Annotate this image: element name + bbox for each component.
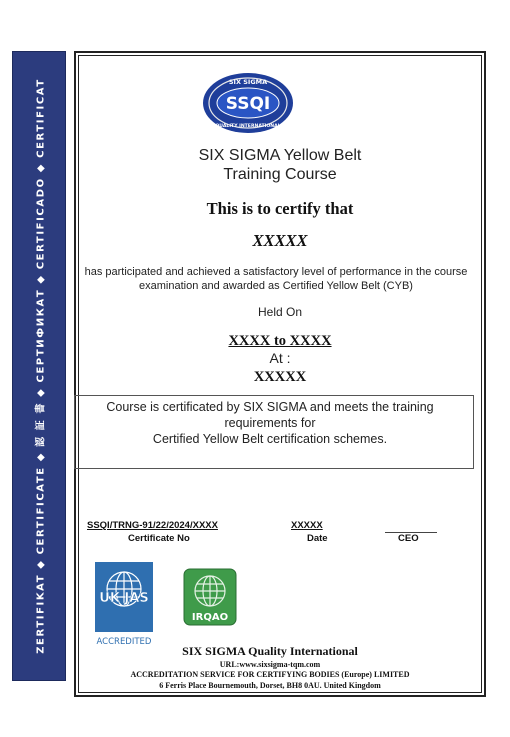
organization-accreditation: ACCREDITATION SERVICE FOR CERTIFYING BODIES (Europe) LIMITED: [130, 670, 410, 679]
at-label: At :: [269, 350, 291, 366]
accreditation-text: [80, 399, 460, 447]
course-location: XXXXX: [253, 369, 307, 385]
certify-heading: This is to certify that: [206, 199, 354, 218]
course-title-line2: Training Course: [223, 166, 337, 183]
organization-name: SIX SIGMA Quality International: [182, 644, 358, 658]
side-banner-text: ZERTIFIKAT ◆ CERTIFICATE ◆ 認 証 書 ◆ СЕРТИФИКАТ ◆ CERTIFICADO ◆ CERTIFICAT: [35, 78, 47, 654]
achievement-statement: [74, 266, 478, 293]
globe-icon: [195, 576, 225, 606]
ukjas-accredited-label: ACCREDITED: [96, 637, 152, 647]
side-banner: [12, 51, 66, 681]
irqao-badge: [183, 568, 237, 626]
certificate-number-value: SSQI/TRNG-91/22/2024/XXXX: [87, 520, 218, 531]
accreditation-line1: Course is certificated by SIX SIGMA and meets the training: [106, 400, 434, 414]
date-label: Date: [307, 533, 328, 544]
ukjas-title: UK JAS: [99, 591, 149, 606]
ceo-label: CEO: [398, 533, 419, 544]
organization-address: 6 Ferris Place Bournemouth, Dorset, BH8 0AU. United Kingdom: [159, 681, 381, 690]
date-value: XXXXX: [291, 520, 323, 531]
held-on-label: Held On: [257, 305, 303, 319]
ukjas-accredited-badge: [95, 562, 153, 648]
logo-main-text: SSQI: [225, 94, 271, 114]
course-dates: XXXX to XXXX: [228, 333, 332, 349]
course-title-line1: SIX SIGMA Yellow Belt: [198, 147, 362, 164]
ssqi-logo: [202, 72, 294, 134]
statement-line1: has participated and achieved a satisfactory level of performance in the course: [84, 266, 468, 278]
accreditation-line3: Certified Yellow Belt certification schemes.: [152, 432, 388, 446]
course-title: [74, 146, 486, 184]
logo-bottom-text: QUALITY INTERNATIONAL: [215, 124, 281, 129]
accreditation-line2: requirements for: [224, 416, 316, 430]
irqao-label: IRQAO: [191, 612, 229, 623]
certificate-number-label: Certificate No: [128, 533, 190, 544]
statement-line2: examination and awarded as Certified Yellow Belt (CYB): [139, 279, 413, 292]
logo-top-text: SIX SIGMA: [228, 78, 268, 86]
recipient-name: XXXXX: [252, 231, 308, 250]
organization-url: URL:www.sixsigma-tqm.com: [219, 660, 321, 669]
